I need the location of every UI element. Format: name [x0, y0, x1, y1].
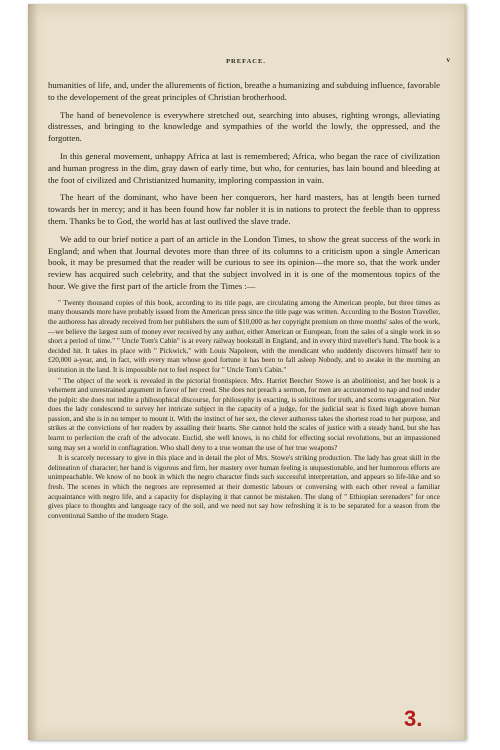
paragraph: humanities of life, and, under the allurements of fiction, breathe a humanizing and subduing influence, favorable to the developement of the great principles of Christian brotherhood.: [48, 80, 440, 102]
page-body: [48, 80, 440, 522]
quoted-paragraph: " The object of the work is revealed in the pictorial frontispiece. Mrs. Harriet Beecher Stowe is an abolitionist, and her book is a vehement and unrestrained argument in favor of her creed. She does not preach a sermon, for men are accustomed to nap and nod under the pulpit: she does not indite a philosophical discourse, for philosophy is exacting, is solicitous for truth, and scorns exaggeration. Nor does the lady condescend to survey her intricate subject in the capacity of a judge, for the judicial seat is fixed high above human passion, and she is in no temper to mount it. With the instinct of her sex, the clever authoress takes the shortest road to her purpose, and strikes at the convictions of her readers by assailing their hearts. She cannot hold the scales of justice with a steady hand, but she has learnt to perfection the craft of the advocate. Euclid, she well knows, is no child for effecting social revolutions, but an impassioned song may set a world in conflagration. Who shall deny to a true woman the use of her true weapons?: [48, 376, 440, 452]
page-marker: 3.: [404, 706, 423, 731]
page-spine-shadow: [28, 4, 38, 740]
paragraph: We add to our brief notice a part of an article in the London Times, to show the great success of the work in England; and when that Journal devotes more than three of its columns to a criticism upon a single American book, it may be presumed that the reader will be curious to see its opinion—the more so, that the work under review has acquired such celebrity, and that the subject involved in it is one of the momentous topics of the hour. We give the first part of the article from the Times :—: [48, 233, 440, 291]
page-number: v: [446, 56, 450, 64]
paragraph: In this general movement, unhappy Africa at last is remembered; Africa, who began the race of civilization and human progress in the dim, gray dawn of early time, but who, for centuries, has lain bound and bleeding at the foot of civilized and Christianized humanity, imploring compassion in vain.: [48, 150, 440, 185]
page-header: [28, 58, 464, 70]
paragraph: The hand of benevolence is everywhere stretched out, searching into abuses, righting wrongs, alleviating distresses, and bringing to the knowledge and sympathies of the world the lowly, the oppressed, and the forgotten.: [48, 109, 440, 144]
paragraph: The heart of the dominant, who have been her conquerors, her hard masters, has at length been turned towards her in mercy; and it has been found how far nobler it is in nations to protect the feeble than to oppress them. Thanks be to God, the world has at last outlived the slave trade.: [48, 192, 440, 226]
book-page: [28, 4, 466, 740]
quoted-paragraph: " Twenty thousand copies of this book, according to its title page, are circulating among the American people, but three times as many thousands more have probably issued from the American press since the title page was written. According to the Boston Traveller, the authoress has already received from her publishers the sum of $10,000 as her copyright premium on three months' sales of the work,—we believe the largest sum of money ever received by any author, either American or European, from the sales of a single work in so short a period of time." " Uncle Tom's Cabin" is at every railway bookstall in England, and in every third traveller's hand. The book is a decided hit. It takes its place with " Pickwick," with Louis Napoleon, with the mendicant who suddenly discovers himself heir to £20,000 a-year, and, in fact, with every man whose good fortune it has been to fall asleep Nobody, and to awake in the morning an institution in the land. It is impossible not to feel respect for " Uncle Tom's Cabin.": [48, 298, 440, 374]
quoted-paragraph: It is scarcely necessary to give in this place and in detail the plot of Mrs. Stowe's striking production. The lady has great skill in the delineation of character; her hand is vigorous and firm, her mastery over human feeling is unquestionable, and her humorous efforts are unimpeachable. We know of no book in which the negro character finds such successful interpretation, and appears so life-like and so fresh. The scenes in which the negroes are represented at their domestic labours or conversing with each other reveal a familiar acquaintance with negro life, and a capacity for displaying it that cannot be mistaken. The slang of " Ethiopian serenaders" for once gives place to thoughts and language racy of the soil, and we need not say how refreshing it is to be separated for a season from the conventional Sambo of the modern Stage.: [48, 454, 440, 520]
running-head: PREFACE.: [226, 58, 266, 65]
